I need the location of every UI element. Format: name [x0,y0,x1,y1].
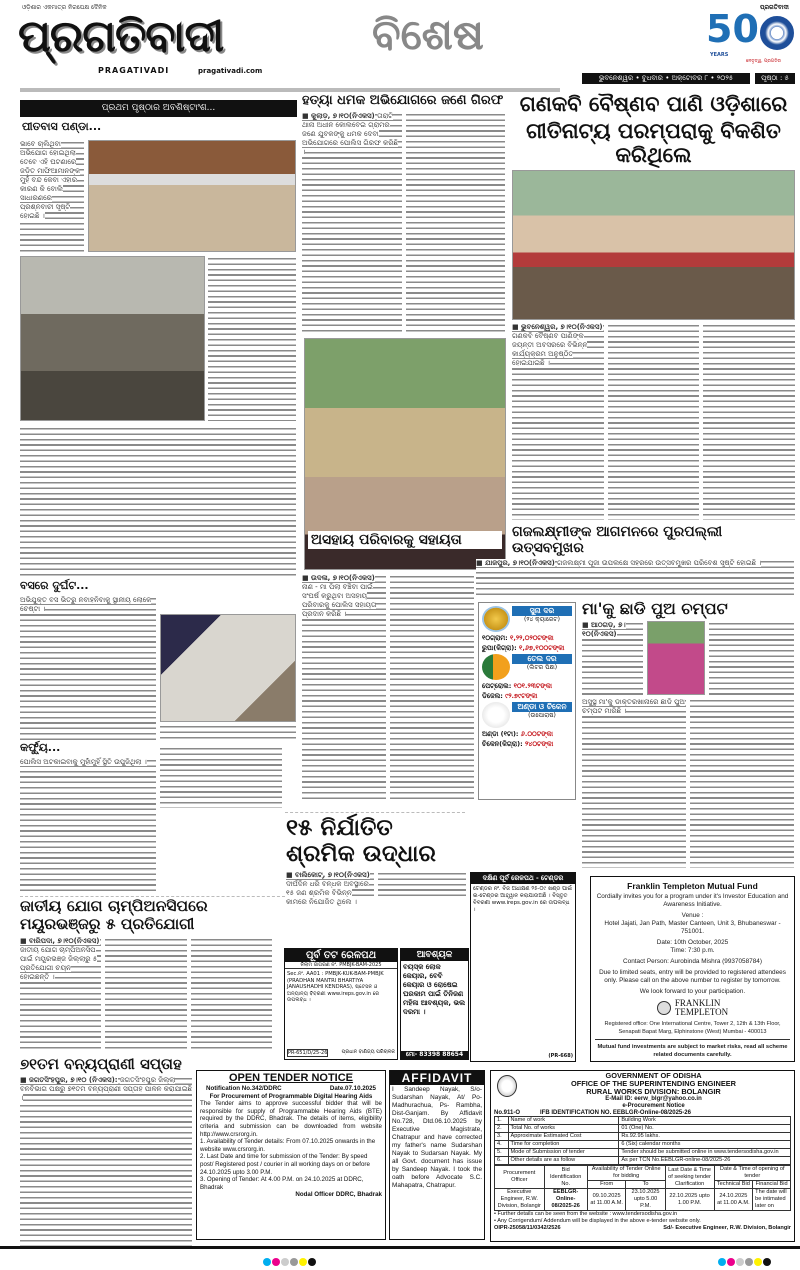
story-text [582,698,686,868]
table-row [495,1117,791,1125]
cell: 5. [495,1149,509,1157]
newspaper-logo: ପ୍ରଗତିବାଦୀ [18,11,224,62]
cell: EEBLGR-Online-08/2025-26 [544,1189,587,1211]
cell: Rs.92.95 lakhs. [619,1133,791,1141]
story-text [690,698,794,868]
cell: The date will be intimated later on [753,1189,791,1211]
ad-ser-tender [470,872,576,1062]
headline-yoga: ଜାତୀୟ ଯୋଗ ଚାମ୍ପିଅନସିପରେ ମୟୂରଭଞ୍ଜରୁ ୫ ପ୍ରତିଯୋଗୀ [20,897,208,933]
story-columns [582,698,794,868]
ad-notes: • Further details can be seen from the website : www.tendersodisha.gov.in • Any Corrigendum/ Addendum will be displayed in the above e-tender website only. OIPR-25058/11/0342/2526 Sd/- Executive Engineer, R.W. Division, Bolangir [494,1211,791,1231]
story-poet [512,92,795,520]
cell: Other details are as follow [508,1157,619,1165]
col-subhead: Technical Bid [714,1181,753,1189]
headline-poet-1: ଗଣକବି ବୈଷ୍ଣବ ପାଣି ଓଡ଼ିଶାରେ [519,92,788,116]
egg-subtitle: (ଉପୋରାଷ) [528,712,556,719]
story-text [512,323,604,520]
ad-body: ଟେଣ୍ଡର ନଂ. ବିଜ ଅଧୀକ୍ଷଣ ୨୫-୦୯ ଖଣ୍ଡ ପାଇଁ ଇ-ଟେଣ୍ଡର ଆହ୍ୱାନ କରାଯାଉଅଛି । ବିସ୍ତୃତ ବିବରଣୀ www.ireps.gov.in ରେ ଉପଲବ୍ଧ । [473,886,572,913]
egg-label: ଅଣ୍ଡା (୧ଟା): [482,730,519,738]
dateline: ■ ଯାଜପୁର, ୭।୧୦(ନିଏକସ) [476,559,555,568]
story-lead: ଗଜଲକ୍ଷ୍ମୀ ପୂଜା ଉପଲକ୍ଷେ ସହରରେ ଉତ୍ସବମୁଖର ପରିବେଶ ସୃଷ୍ଟି ହୋଇଛି । [557,559,762,568]
story-arrest [302,94,505,334]
fuel-icon [482,654,510,680]
ad-open-tender [196,1070,386,1240]
gold-section [482,606,572,632]
story-text [302,574,386,800]
date-bar: ଭୁବନେଶ୍ୱର • ବୁଧବାର • ଅକ୍ଟୋବର ୮ • ୨୦୨୫ [582,73,750,84]
ad-phone: ମୋ- 83398 88654 [401,1051,468,1059]
headline-arrest: ହତ୍ୟା ଧମକ ଅଭିଯୋଗରେ ଜଣେ ଗିରଫ [302,93,504,108]
cell: Building Work [619,1117,791,1125]
header-notice: e-Procurement Notice [622,1103,685,1109]
cell: 01 (One) No. [619,1125,791,1133]
fuel-title: ତେଲ ଦର [512,654,572,664]
cell: 1. [495,1117,509,1125]
story-lead: ଦୀର୍ଘଦିନ ଧରି ବନ୍ଧକ ଅବସ୍ଥାରେ ୧୫ ଜଣ ଶ୍ରମିକ ବିଭିନ୍ନ କାମରେ ନିଯୋଜିତ ଥିଲେ । [286,879,369,906]
petrol-value: ୧୦୧.୨୩ଟଙ୍କା [513,682,553,690]
logo-english: PRAGATIVADI [98,66,170,75]
table-row [495,1141,791,1149]
chicken-label: ଚିକେନ(କିଗ୍ରା): [482,740,523,748]
ad-point-1: 1. Availability of Tender details: From 07.10.2025 onwards in the website www.crsrorg.in. [200,1138,376,1153]
ad-body: Sec.ନଂ. AA01 : PMBJK-KUK-BAM-PMBJK (PRADHAN MANTRI BHARTIYA JANAUSHADHI KENDRAS), ଷ୍ଟେସନ ଓ ଅନ୍ୟାନ୍ୟ ବିବରଣୀ www.ireps.gov.in ରେ ଉପଲବ୍ଧ । [287,971,384,1004]
story-text [608,323,700,520]
story-text [476,559,794,598]
story-text [582,621,643,695]
gold-rate [482,634,572,642]
ad-ecor [284,948,398,1060]
dateline: ■ ଭୁବନେଶ୍ୱର, ୭।୧୦(ନିଏକସ) [512,323,603,332]
ad-title: ଦକ୍ଷିଣ ପୂର୍ବ ରେଳପଥ - ଟେଣ୍ଡର [471,873,575,884]
ad-title: Franklin Templeton Mutual Fund [627,881,758,891]
ad-franklin-templeton [590,876,795,1062]
story-text [105,937,186,1050]
ad-body: I Sandeep Nayak, S/o- Sudarshan Nayak, At/ Po-Madhurachua, Ps- Rambha, Dist-Ganjam. By Affidavit No.728, Dtd.06.10.2025 by Executive Magistrate, Chatrapur and have corrected my father's name Sudarshan Nayak to Sudarsan Nayak. My all Govt. document has issue by Sandeep Nayak. I took the oath before Advocate S.C. Mahapatra, Chatrapur. [392,1086,482,1189]
headline-poet-2: ଗୀତିନାଟ୍ୟ ପରମ୍ପରାକୁ ବିକଶିତ କରିଥିଲେ [526,119,781,168]
story-text [191,937,272,1050]
page-number: ପୃଷ୍ଠା : ୫ [755,73,795,84]
story-curfew [20,742,156,894]
petrol-rate [482,682,572,690]
story-text [286,870,374,906]
header-line2: OFFICE OF THE SUPERINTENDING ENGINEER [570,1079,737,1088]
headline-wildlife: ୭୧ତମ ବନ୍ୟପ୍ରାଣୀ ସପ୍ତାହ [20,1055,182,1073]
egg-title: ଅଣ୍ଡା ଓ ଚିକେନ [512,702,572,712]
gold-subtitle: (୨୪ କ୍ୟାରେଟ) [524,616,560,623]
dateline: ■ ବାରିପଦା, ୭।୧୦(ନିଏକସ) [20,936,100,945]
dateline: ■ କୁଲାଡ଼, ୭।୧୦(ନିଏକସ) [302,111,375,120]
ifb-no: IFB IDENTIFICATION NO. EEBLGR-Online-08/2025-26 [540,1110,691,1116]
col-head: Date & Time of opening of tender [714,1166,790,1181]
ad-footer [285,1049,397,1059]
story-lead: ଗଣକବି ବୈଷ୍ଣବ ପାଣିଙ୍କ ଜୟନ୍ତୀ ଅବସରରେ ବିଭିନ୍ନ କାର୍ଯ୍ୟକ୍ରମ ଅନୁଷ୍ଠିତ ହୋଇଯାଇଛି । [512,332,588,368]
story-wildlife [20,1056,192,1248]
market-rates-box [478,602,576,800]
ad-invite: Cordially invites you for a program under it's Investor Education and Awareness Initiative. [596,893,789,908]
story-lead: ପୋଲିସ ଅଟକାଇବାକୁ ମୁହାଁମୁହିଁ ସ୍ଥିତି ଉପୁଜିଥିଲା । [20,757,147,766]
headline-mother: ମା'କୁ ଛାଡି ପୁଅ ଚମ୍ପଟ [582,599,728,618]
ad-signoff: Nodal Officer DDRC, Bhadrak [295,1191,382,1199]
anniv-badge: ପ୍ରଗତିବାଦୀ [760,4,789,11]
egg-section [482,702,572,728]
cell: 2. [495,1125,509,1133]
table-row [495,1157,791,1165]
story-text [20,140,84,253]
story-bus [20,580,156,740]
signature: Sd/- Executive Engineer, R.W. Division, Bolangir [663,1225,791,1231]
photo-patient [160,614,296,722]
odisha-emblem-icon [497,1075,517,1097]
fuel-section [482,654,572,680]
story-lead: ଜାତୀୟ ଯୋଗ ଚାମ୍ପିଅନସିପ ପାଇଁ ମୟୂରଭଞ୍ଜ ଜିଲ୍ଲାରୁ ୫ ପ୍ରତିଯୋଗୀ ଚୟନ ହୋଇଛନ୍ତି । [20,945,98,981]
cell: Total No. of works [508,1125,619,1133]
story-yoga [20,898,272,1050]
header-email: E-Mail ID: eerw_blgr@yahoo.co.in [605,1096,702,1102]
egg-rate [482,730,572,738]
story-text [703,323,795,520]
headline-gajalaxmi: ଗଜଲକ୍ଷ୍ମୀଙ୍କ ଆଗମନରେ ପୁରପଲ୍ଲୀ ଉତ୍ସବମୁଖର [512,524,723,557]
cell: Tender should be submitted online in www.tendersodisha.gov.in [619,1149,791,1157]
ad-title: OPEN TENDER NOTICE [228,1072,354,1084]
story-columns [512,323,795,520]
ad-wanted [400,948,469,1060]
story-text [208,256,296,421]
cell: 4. [495,1141,509,1149]
ad-title: AFFIDAVIT [390,1071,484,1085]
col-subhead: To [626,1181,665,1189]
story-text [20,1076,192,1248]
photo-mother [647,621,705,695]
ad-affidavit [389,1070,485,1240]
col-head: Last Date & Time of seeking tender Clarification [665,1166,714,1189]
schedule-table [494,1165,791,1211]
silver-value: ୧,୬୭,୧୦୦ଟଙ୍କା [519,644,565,652]
cell: 6 (Six) calendar months [619,1141,791,1149]
story-workers [286,815,466,906]
note-2: Any Corrigendum/ Addendum will be displayed in the above e-tender website only. [497,1218,701,1224]
headline-help: ଅସହାୟ ପରିବାରକୁ ସହାୟତା [308,531,502,549]
diesel-label: ଡିଜେଲ: [482,692,503,700]
story-top-row [582,621,794,695]
ad-header [494,1072,791,1110]
website: pragativadi.com [198,67,263,75]
story-text [302,112,402,334]
cell: 23.10.2025 upto 5.00 P.M. [626,1189,665,1211]
story-text [160,746,282,808]
table-row [495,1149,791,1157]
story-columns [20,937,272,1050]
story-text [20,426,296,578]
ad-venue [595,912,790,936]
story-text [709,621,794,695]
notice-date: Date.07.10.2025 [329,1085,376,1092]
cell: 6. [495,1157,509,1165]
venue-label: Venue : [681,912,704,919]
story-text [20,596,156,740]
dateline: ■ ଜଗତସିଂହପୁର, ୭।୧୦ (ନିଏକସ): [20,1076,118,1085]
headline-workers: ୧୫ ନିର୍ଯାତିତ ଶ୍ରମିକ ଉଦ୍ଧାର [286,815,436,868]
section-title: ବିଶେଷ [372,10,484,59]
story-lead: ନାଣ - ମା ପିଲା ବଞ୍ଚିବା ପାଇଁ ସଂଘର୍ଷ କରୁଥିବା ଅସହାୟ ପରିବାରକୁ ପୋଲିସ ସହାୟତା ପ୍ରଦାନ କରିଛି । [302,583,377,618]
gold-label: ୧୦ଗ୍ରାମ: [482,634,508,642]
notification-no: Notification No.342/DDRC [206,1085,282,1092]
egg-value: ୬.୦୦ଟଙ୍କା [520,730,553,738]
divider [285,812,465,813]
ad-body: The Tender aims to approve successful bidder that will be responsible for supply of Programmable Hearing Aids (BTE) required by the DDRC, Bhadrak. The details of items, eligibility criteria and submission can be downloaded from website http://www.crsrorg.in. [200,1100,382,1138]
col-head: Availability of Tender Online for bidding [587,1166,665,1181]
cell: Time for completion [508,1141,619,1149]
cell: 09.10.2025 at 11.00 A.M. [587,1189,626,1211]
col-head: Procurement Officer [495,1166,545,1189]
story-gajalaxmi [476,524,794,598]
story-mother [582,600,794,868]
photo-ceremony [512,170,795,320]
masthead-tagline: ଓଡ଼ିଶାର ଏକମାତ୍ର ନିରପେକ୍ଷ ଦୈନିକ [22,4,107,11]
story-text [20,937,101,1050]
color-registration-marks [263,1251,317,1270]
gold-icon [482,606,510,632]
story-text [390,574,474,800]
gold-title: ସୁନା ଦର [512,606,572,616]
ad-point-3: 3. Opening of Tender: At 4.00 P.M. on 24.10.2025 at DDRC, Bhadrak [200,1176,364,1191]
footer-sign: ପ୍ରଧାନ ବାଣିଜ୍ୟ ପରିଚାଳକ [341,1049,395,1055]
ad-seats: Due to limited seats, entry will be provided to registered attendees only. Please call on the above number to register by tomorrow. [599,969,786,984]
ad-notice-no: ନିଲାମ ଜାଗରଣ ନଂ. PMBJK-BAM-2025 [285,962,397,969]
cell: Mode of Submission of tender [508,1149,619,1157]
fuel-subtitle: (ଲିଟର ପିଛା) [526,664,558,671]
story-help-columns [302,574,474,800]
cell: 3. [495,1133,509,1141]
header-line3: RURAL WORKS DIVISION: BOLANGIR [586,1087,721,1096]
footer-rule [0,1246,800,1249]
cell: As per TCN No.EEBLGR-online-08/2025-26 [619,1157,791,1165]
cell: Name of work [508,1117,619,1125]
chicken-rate [482,740,572,748]
photo-crowd [20,256,205,421]
footer-code: PR-651/D/25-26 [288,1050,328,1056]
col-subhead: Financial Bid [753,1181,791,1189]
diesel-rate [482,692,572,700]
table-row [495,1125,791,1133]
chicken-value: ୨୪୦ଟଙ୍କା [524,740,554,748]
anniversary-logo [706,2,796,68]
silver-label: ରୁପା(କିଗ୍ରା): [482,644,517,652]
masthead-rule [20,88,560,92]
story-text [160,724,296,742]
ad-title: ଆବଶ୍ୟକ [401,949,468,961]
dateline: ■ ବାଲିକୋଟ୍, ୭।୧୦(ନିଏକସ) [286,870,370,879]
silver-rate [482,644,572,652]
ad-point-2: 2. Last Date and time for submission of the Tender: By speed post/ Registered post / courier in all working days on or before 24.10.2025 upto 3.00 P.M. [200,1153,370,1176]
petrol-label: ପେଟ୍ରୋଲ: [482,682,512,690]
story-text [406,112,506,334]
dateline: ■ ଆଠଗଡ଼, ୭।୧୦(ନିଏକସ) [582,621,626,639]
oipr-code: OIPR-25058/11/0342/2526 [494,1225,561,1231]
story-lead: ଭାବେ ଚାଲିଥିବା ଅଭିଯୋଗ ହୋଇଥିଲା ତେବେ ଏହି ଘଟଣାରେ ଜଡ଼ିତ ମାଫିଆମାନଙ୍କ ମୁହଁ ବନ୍ଦ କେବା ଏହାର କାରଣ କି ବୋଲି ସାଧାରଣରେ ପ୍ରଶ୍ନବାଚୀ ସୃଷ୍ଟି ହୋଇଛି । [20,140,81,220]
ad-title: ପୂର୍ବ ତଟ ରେଳପଥ [285,949,397,962]
photo-meeting [88,140,296,252]
cell: Executive Engineer, R.W. Division, Bolangir [495,1189,545,1211]
event-time: Time: 7:30 p.m. [670,947,715,954]
story-heading: ପୀତବାସ ପଣ୍ଡା... [22,120,102,133]
logo-line1: FRANKLIN [674,998,721,1008]
franklin-portrait-icon [657,1001,671,1015]
ad-body: ବୟସ୍କ ଲୋକ କେୟାର, ବେବି କେୟାର ଓ ରୋଷେଇ ଘରକାମ ପାଇଁ ତିନିଜଣ ମହିଳା ଆବଶ୍ୟକ, ଭଲ ଦରମା । [403,963,466,1016]
emblem-icon [760,16,794,50]
logo-line2: TEMPLETON [674,1007,729,1017]
story-lead: ଅଭିଯୁକ୍ତ ବସ ଭିତରୁ ନବାହନିବାକୁ ସ୍ଥାନୀୟ ଲୋକେ ଚେଷ୍ଟା । [20,595,152,613]
anniv-caption: ନେତୃତ୍ୱ, ପ୍ରଗତିର [746,59,781,64]
ad-notification-row [200,1085,382,1093]
story-text [378,871,466,896]
dateline: ■ ଉଦଳା, ୭।୧୦(ନିଏକସ) [302,574,375,582]
ad-office: Registered office: One International Centre, Tower 2, 12th & 13th Floor, Senapati Bapat Marg, Elphinstone (West) Mumbai - 400013 [595,1020,790,1040]
header-line1: GOVERNMENT OF ODISHA [605,1071,702,1080]
color-registration-marks [718,1251,772,1270]
chicken-icon [482,702,510,728]
story-text [20,758,156,894]
franklin-logo [595,999,790,1017]
col-subhead: From [587,1181,626,1189]
story-lead: ଅସୁସ୍ଥ ମା'କୁ ଡାକ୍ତରଖାନାରେ ଛାଡି ପୁଅ ଚମ୍ପଟ ମାରିଛି । [582,698,685,716]
diesel-value: ୯୨.୭୯ଟଙ୍କା [505,692,538,700]
continued-banner: ପ୍ରଥମ ପୃଷ୍ଠାର ଅବଶିଷ୍ଟାଂଶ... [20,100,297,117]
ad-code: (PR-668) [548,1053,573,1059]
ad-contact: Contact Person: Aurobinda Mishra (9937058784) [623,958,762,965]
ad-datetime [595,939,790,955]
story-lead: ତାରାଟି ଥାନା ଅଧୀନ କୋଲବେଇ ଗ୍ରାମର ଜଣେ ଯୁବକଙ୍କୁ ଧମକ ଦେବା ଅଭିଯୋଗରେ ପୋଲିସ ଗିରଫ କରିଛି । [302,111,398,156]
notice-no: No.911-O [494,1110,521,1116]
ad-odisha-govt [490,1070,795,1242]
story-heading: କର୍ଫ୍ୟୁ... [20,741,61,754]
table-row [495,1133,791,1141]
story-columns [302,112,505,334]
venue-text: Hotel Jajati, Jan Path, Master Canteen, Unit 3, Bhubaneswar - 751001. [604,920,781,935]
cell: 22.10.2025 upto 1.00 P.M. [665,1189,714,1211]
ad-subject: For Procurement of Programmable Digital Hearing Aids [209,1092,373,1100]
ad-closing: We look forward to your participation. [639,988,746,995]
anniv-number: 50 [706,7,759,51]
event-date: Date: 10th October, 2025 [656,939,729,946]
anniv-years: YEARS [710,52,729,58]
story-heading: ବସରେ ଦୁର୍ଘଟ... [20,579,89,592]
cell: 24.10.2025 at 11.00 A.M. [714,1189,753,1211]
cell: Approximate Estimated Cost [508,1133,619,1141]
work-details-table [494,1116,791,1165]
note-1: Further details can be seen from the website : www.tendersodisha.gov.in [497,1211,678,1217]
story-lead: ଜଗତସିଂହପୁର ଜିଲ୍ଲା ବନବିଭାଗ ପକ୍ଷରୁ ୭୧ତମ ବନ୍ୟପ୍ରାଣୀ ସପ୍ତାହ ପାଳନ କରାଯାଇଛି । [20,1076,192,1103]
ad-disclaimer: Mutual fund investments are subject to market risks, read all scheme related documents carefully. [597,1044,788,1058]
gold-value: ୧,୨୨,୦୨୦ଟଙ୍କା [509,634,554,642]
col-head: Bid Identification No. [544,1166,587,1189]
story-columns [286,870,466,906]
